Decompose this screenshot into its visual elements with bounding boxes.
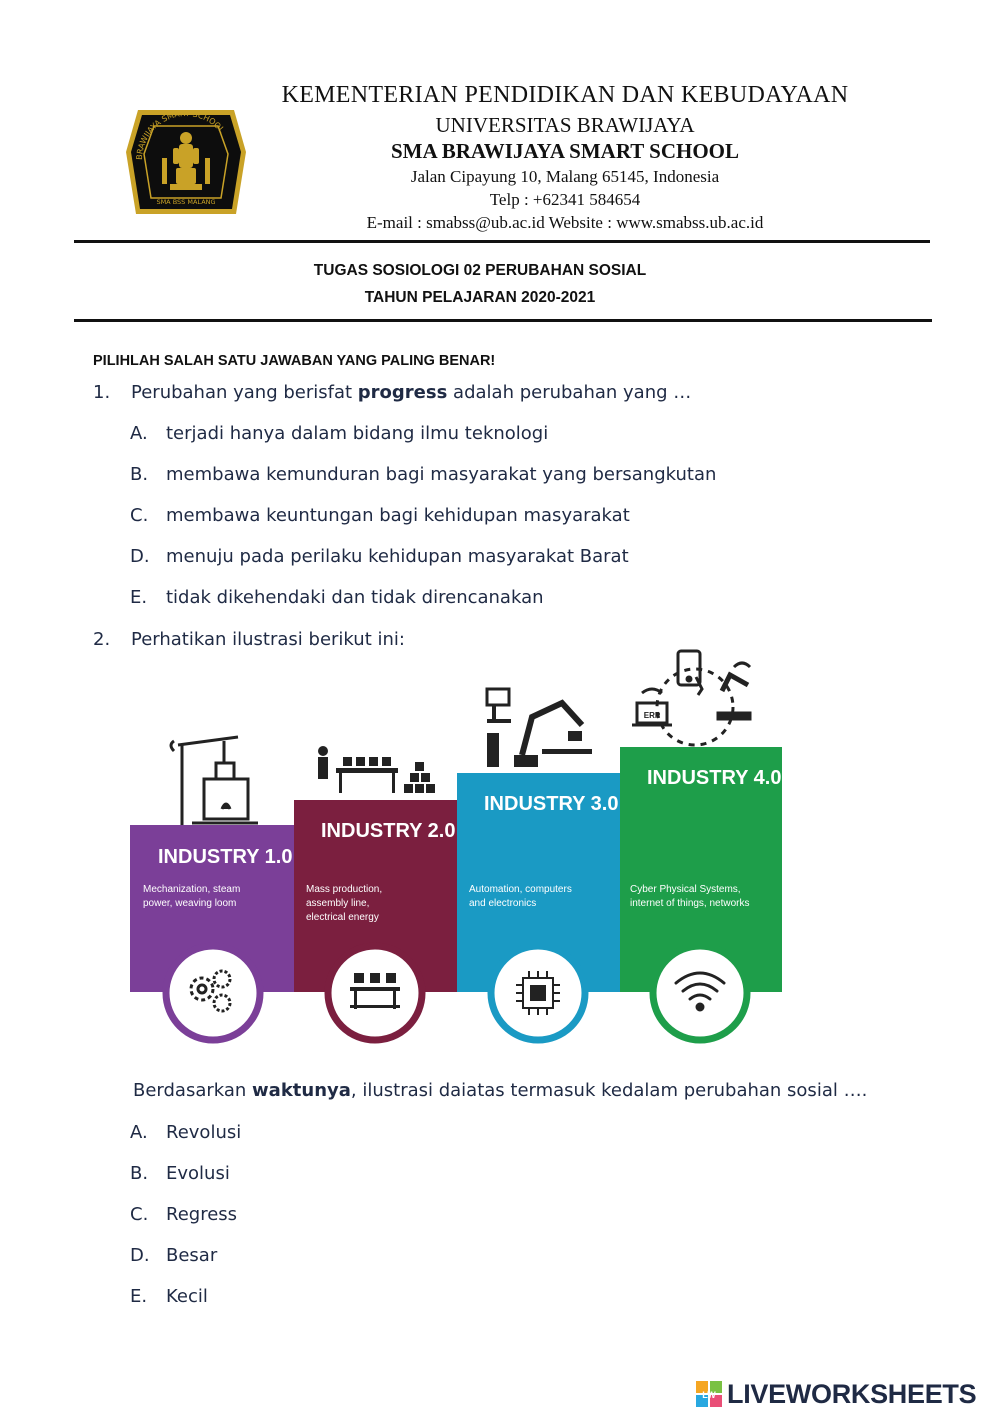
question-keyword: progress (357, 382, 448, 403)
industry-2-desc: assembly line, (306, 898, 370, 909)
industry-4-circle (653, 946, 747, 1040)
question-keyword: waktunya (252, 1080, 351, 1101)
industry-2-desc: electrical energy (306, 912, 379, 923)
question-number: 2. (93, 629, 111, 650)
title-divider (74, 319, 932, 322)
option-text: Kecil (166, 1286, 208, 1307)
question-text: , ilustrasi daiatas termasuk kedalam perubahan sosial …. (350, 1080, 868, 1101)
assignment-title: TUGAS SOSIOLOGI 02 PERUBAHAN SOSIAL (313, 262, 647, 279)
industry-3-title: INDUSTRY 3.0 (484, 793, 619, 815)
q2-option-b[interactable] (130, 1163, 230, 1184)
industry-infographic (130, 645, 785, 1045)
school-name: SMA BRAWIJAYA SMART SCHOOL (391, 139, 739, 163)
logo-bottom-text: SMA BSS MALANG (156, 198, 216, 206)
header-divider (74, 240, 930, 243)
option-letter: B. (130, 464, 149, 485)
question-text: adalah perubahan yang … (447, 382, 692, 403)
option-letter: C. (130, 505, 149, 526)
option-letter: A. (130, 1122, 148, 1143)
question-number: 1. (93, 382, 111, 403)
q2-option-c[interactable] (130, 1204, 237, 1225)
option-text: membawa kemunduran bagi masyarakat yang bersangkutan (166, 464, 717, 485)
liveworksheets-brand[interactable] (696, 1377, 976, 1411)
option-letter: D. (130, 1245, 150, 1266)
q1-option-c[interactable] (130, 505, 630, 526)
industry-4-title: INDUSTRY 4.0 (647, 767, 782, 789)
liveworksheets-logo-icon (696, 1381, 722, 1407)
school-phone: Telp : +62341 584654 (489, 190, 641, 209)
option-text: Evolusi (166, 1163, 230, 1184)
logo-ring-text: BRAWIJAYA SMART SCHOOL (134, 108, 227, 161)
robot-arm-icon (487, 689, 592, 767)
steam-engine-icon (171, 737, 258, 825)
option-text: Besar (166, 1245, 218, 1266)
q1-option-b[interactable] (130, 464, 716, 485)
option-letter: E. (130, 1286, 148, 1307)
option-letter: C. (130, 1204, 149, 1225)
option-text: Revolusi (166, 1122, 242, 1143)
industry-3-desc: and electronics (469, 898, 537, 909)
liveworksheets-wordmark: LIVEWORKSHEETS (727, 1378, 977, 1409)
ministry-name: KEMENTERIAN PENDIDIKAN DAN KEBUDAYAAN (281, 82, 849, 108)
industry-2-circle (328, 946, 422, 1040)
assembly-worker-icon (318, 746, 435, 793)
option-text: Regress (166, 1204, 238, 1225)
university-name: UNIVERSITAS BRAWIJAYA (435, 113, 695, 137)
liveworksheets-badge: LW (702, 1390, 716, 1400)
question-text: Perubahan yang berisfat (131, 382, 358, 403)
option-text: tidak dikehendaki dan tidak direncanakan (166, 587, 544, 608)
question-1 (93, 382, 691, 403)
option-text: membawa keuntungan bagi kehidupan masyarakat (166, 505, 630, 526)
option-text: menuju pada perilaku kehidupan masyarakat Barat (166, 546, 629, 567)
industry-1-title: INDUSTRY 1.0 (158, 846, 293, 868)
instruction: PILIHLAH SALAH SATU JAWABAN YANG PALING BENAR! (93, 353, 496, 369)
industry-2-title: INDUSTRY 2.0 (321, 820, 456, 842)
question-2-text (133, 1080, 867, 1101)
q1-option-d[interactable] (130, 546, 629, 567)
industry-3-desc: Automation, computers (469, 884, 572, 895)
erp-label: ERP (643, 711, 661, 720)
option-letter: E. (130, 587, 148, 608)
option-letter: D. (130, 546, 150, 567)
school-logo (118, 92, 254, 228)
q2-option-d[interactable] (130, 1245, 217, 1266)
iot-network-icon (632, 651, 750, 745)
q1-option-e[interactable] (130, 587, 544, 608)
option-letter: B. (130, 1163, 149, 1184)
assignment-year: TAHUN PELAJARAN 2020-2021 (364, 289, 596, 306)
option-text: terjadi hanya dalam bidang ilmu teknologi (166, 423, 549, 444)
q1-option-a[interactable] (130, 423, 548, 444)
option-letter: A. (130, 423, 148, 444)
industry-1-desc: power, weaving loom (143, 898, 237, 909)
industry-4-desc: Cyber Physical Systems, (630, 884, 741, 895)
q2-option-a[interactable] (130, 1122, 241, 1143)
industry-2-desc: Mass production, (306, 884, 383, 895)
industry-1-desc: Mechanization, steam (143, 884, 241, 895)
school-address: Jalan Cipayung 10, Malang 65145, Indonesia (410, 167, 720, 186)
chip-icon (516, 971, 560, 1015)
industry-4-desc: internet of things, networks (630, 898, 750, 909)
question-text: Berdasarkan (133, 1080, 253, 1101)
q2-option-e[interactable] (130, 1286, 208, 1307)
school-contact: E-mail : smabss@ub.ac.id Website : www.smabss.ub.ac.id (366, 213, 764, 232)
question-intro: Perhatikan ilustrasi berikut ini: (131, 629, 405, 650)
